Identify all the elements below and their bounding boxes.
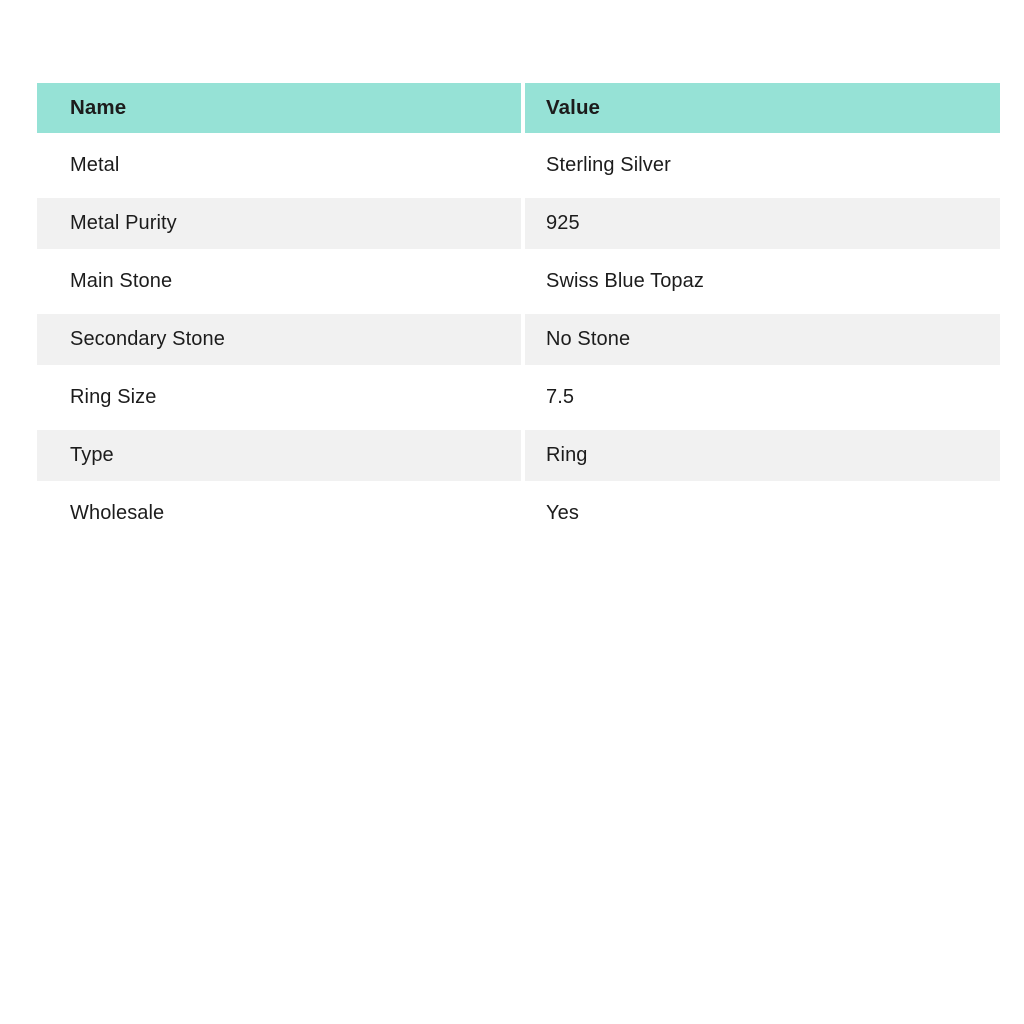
- attribute-name-cell: Metal Purity: [37, 198, 521, 249]
- attribute-name-cell: Type: [37, 430, 521, 481]
- attribute-name-cell: Wholesale: [37, 488, 521, 539]
- attribute-value-cell: 925: [525, 198, 1000, 249]
- attribute-name-cell: Main Stone: [37, 256, 521, 307]
- table-header-row: [37, 83, 1000, 133]
- table-row: [37, 488, 1000, 539]
- attribute-value-cell: No Stone: [525, 314, 1000, 365]
- attribute-value-cell: Ring: [525, 430, 1000, 481]
- table-row: [37, 198, 1000, 249]
- table-body: [37, 140, 1000, 539]
- attribute-value-cell: Yes: [525, 488, 1000, 539]
- attribute-value-cell: Sterling Silver: [525, 140, 1000, 191]
- table-row: [37, 314, 1000, 365]
- header-cell-value: Value: [525, 83, 1000, 133]
- table-row: [37, 140, 1000, 191]
- attribute-name-cell: Metal: [37, 140, 521, 191]
- table-row: [37, 372, 1000, 423]
- attribute-table: [37, 83, 1000, 546]
- header-cell-name: Name: [37, 83, 521, 133]
- table-row: [37, 430, 1000, 481]
- attribute-value-cell: Swiss Blue Topaz: [525, 256, 1000, 307]
- attribute-value-cell: 7.5: [525, 372, 1000, 423]
- table-row: [37, 256, 1000, 307]
- attribute-name-cell: Ring Size: [37, 372, 521, 423]
- attribute-name-cell: Secondary Stone: [37, 314, 521, 365]
